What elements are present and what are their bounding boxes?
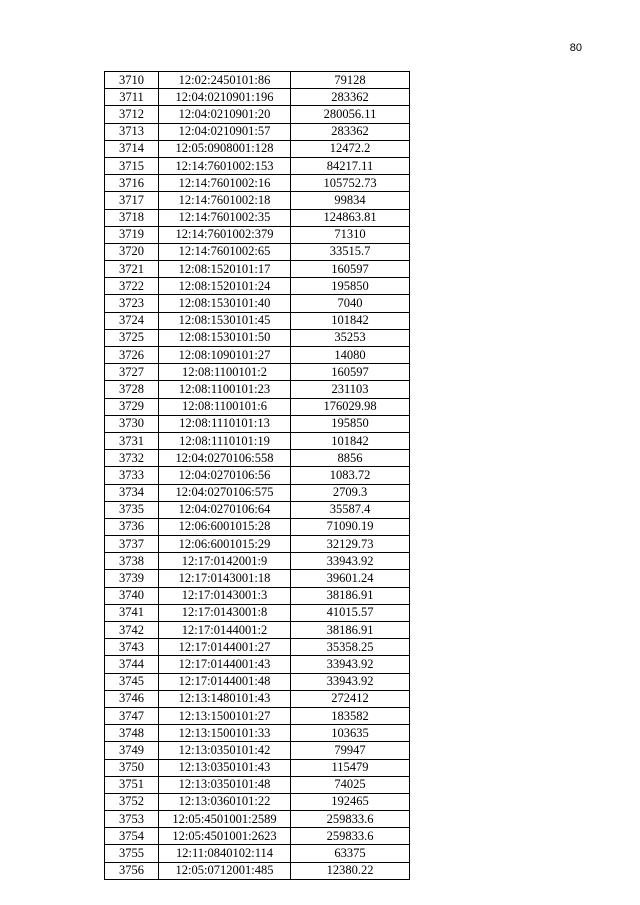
row-index-cell: 3736 xyxy=(105,518,159,535)
table-row xyxy=(105,828,410,845)
table-row xyxy=(105,656,410,673)
value-cell: 1083.72 xyxy=(291,467,410,484)
row-index-cell: 3750 xyxy=(105,759,159,776)
row-index-cell: 3749 xyxy=(105,742,159,759)
row-index-cell: 3718 xyxy=(105,209,159,226)
cadastral-number-cell: 12:17:0143001:3 xyxy=(159,587,291,604)
value-cell: 283362 xyxy=(291,123,410,140)
cadastral-number-cell: 12:13:0360101:22 xyxy=(159,793,291,810)
value-cell: 160597 xyxy=(291,364,410,381)
row-index-cell: 3713 xyxy=(105,123,159,140)
value-cell: 176029.98 xyxy=(291,398,410,415)
table-row xyxy=(105,776,410,793)
value-cell: 272412 xyxy=(291,690,410,707)
row-index-cell: 3725 xyxy=(105,329,159,346)
value-cell: 71310 xyxy=(291,226,410,243)
row-index-cell: 3721 xyxy=(105,261,159,278)
value-cell: 195850 xyxy=(291,278,410,295)
table-row xyxy=(105,295,410,312)
value-cell: 115479 xyxy=(291,759,410,776)
table-row xyxy=(105,329,410,346)
cadastral-number-cell: 12:08:1090101:27 xyxy=(159,347,291,364)
value-cell: 7040 xyxy=(291,295,410,312)
table-row xyxy=(105,72,410,89)
value-cell: 124863.81 xyxy=(291,209,410,226)
cadastral-number-cell: 12:04:0210901:196 xyxy=(159,89,291,106)
cadastral-number-cell: 12:17:0143001:8 xyxy=(159,604,291,621)
value-cell: 195850 xyxy=(291,415,410,432)
cadastral-number-cell: 12:06:6001015:29 xyxy=(159,536,291,553)
table-row xyxy=(105,604,410,621)
table-row xyxy=(105,243,410,260)
value-cell: 105752.73 xyxy=(291,175,410,192)
table-row xyxy=(105,106,410,123)
table-row xyxy=(105,89,410,106)
table-row xyxy=(105,587,410,604)
value-cell: 283362 xyxy=(291,89,410,106)
table-row xyxy=(105,226,410,243)
row-index-cell: 3734 xyxy=(105,484,159,501)
table-row xyxy=(105,123,410,140)
table-row xyxy=(105,450,410,467)
table-row xyxy=(105,381,410,398)
cadastral-number-cell: 12:17:0144001:48 xyxy=(159,673,291,690)
value-cell: 280056.11 xyxy=(291,106,410,123)
cadastral-number-cell: 12:13:1500101:27 xyxy=(159,707,291,724)
page-number: 80 xyxy=(569,42,582,54)
row-index-cell: 3719 xyxy=(105,226,159,243)
cadastral-number-cell: 12:14:7601002:35 xyxy=(159,209,291,226)
cadastral-number-cell: 12:13:0350101:42 xyxy=(159,742,291,759)
value-cell: 33515.7 xyxy=(291,243,410,260)
row-index-cell: 3712 xyxy=(105,106,159,123)
table-row xyxy=(105,140,410,157)
row-index-cell: 3715 xyxy=(105,157,159,174)
value-cell: 8856 xyxy=(291,450,410,467)
row-index-cell: 3711 xyxy=(105,89,159,106)
value-cell: 231103 xyxy=(291,381,410,398)
cadastral-number-cell: 12:08:1520101:17 xyxy=(159,261,291,278)
value-cell: 101842 xyxy=(291,312,410,329)
table-row xyxy=(105,845,410,862)
value-cell: 103635 xyxy=(291,725,410,742)
table-row xyxy=(105,347,410,364)
value-cell: 101842 xyxy=(291,432,410,449)
table-row xyxy=(105,157,410,174)
value-cell: 79128 xyxy=(291,72,410,89)
value-cell: 12472.2 xyxy=(291,140,410,157)
value-cell: 32129.73 xyxy=(291,536,410,553)
cadastral-number-cell: 12:08:1100101:2 xyxy=(159,364,291,381)
cadastral-number-cell: 12:04:0210901:57 xyxy=(159,123,291,140)
row-index-cell: 3720 xyxy=(105,243,159,260)
table-row xyxy=(105,261,410,278)
table-row xyxy=(105,742,410,759)
table-row xyxy=(105,707,410,724)
row-index-cell: 3716 xyxy=(105,175,159,192)
cadastral-number-cell: 12:05:4501001:2623 xyxy=(159,828,291,845)
row-index-cell: 3741 xyxy=(105,604,159,621)
value-cell: 192465 xyxy=(291,793,410,810)
value-cell: 39601.24 xyxy=(291,570,410,587)
cadastral-number-cell: 12:08:1520101:24 xyxy=(159,278,291,295)
cadastral-number-cell: 12:08:1530101:45 xyxy=(159,312,291,329)
row-index-cell: 3726 xyxy=(105,347,159,364)
row-index-cell: 3735 xyxy=(105,501,159,518)
cadastral-number-cell: 12:14:7601002:18 xyxy=(159,192,291,209)
row-index-cell: 3748 xyxy=(105,725,159,742)
row-index-cell: 3742 xyxy=(105,622,159,639)
cadastral-number-cell: 12:05:0712001:485 xyxy=(159,862,291,879)
cadastral-number-cell: 12:14:7601002:153 xyxy=(159,157,291,174)
table-row xyxy=(105,673,410,690)
row-index-cell: 3731 xyxy=(105,432,159,449)
cadastral-number-cell: 12:17:0142001:9 xyxy=(159,553,291,570)
value-cell: 35587.4 xyxy=(291,501,410,518)
cadastral-number-cell: 12:05:4501001:2589 xyxy=(159,811,291,828)
row-index-cell: 3733 xyxy=(105,467,159,484)
table-row xyxy=(105,553,410,570)
table-row xyxy=(105,518,410,535)
row-index-cell: 3754 xyxy=(105,828,159,845)
row-index-cell: 3747 xyxy=(105,707,159,724)
cadastral-number-cell: 12:13:0350101:48 xyxy=(159,776,291,793)
cadastral-number-cell: 12:17:0144001:27 xyxy=(159,639,291,656)
row-index-cell: 3738 xyxy=(105,553,159,570)
value-cell: 2709.3 xyxy=(291,484,410,501)
value-cell: 259833.6 xyxy=(291,828,410,845)
row-index-cell: 3751 xyxy=(105,776,159,793)
value-cell: 12380.22 xyxy=(291,862,410,879)
table-row xyxy=(105,622,410,639)
row-index-cell: 3753 xyxy=(105,811,159,828)
value-cell: 33943.92 xyxy=(291,656,410,673)
cadastral-number-cell: 12:11:0840102:114 xyxy=(159,845,291,862)
table-row xyxy=(105,278,410,295)
table-row xyxy=(105,364,410,381)
cadastral-number-cell: 12:06:6001015:28 xyxy=(159,518,291,535)
table-row xyxy=(105,398,410,415)
table-row xyxy=(105,639,410,656)
cadastral-number-cell: 12:13:0350101:43 xyxy=(159,759,291,776)
cadastral-number-cell: 12:17:0143001:18 xyxy=(159,570,291,587)
cadastral-number-cell: 12:13:1480101:43 xyxy=(159,690,291,707)
row-index-cell: 3717 xyxy=(105,192,159,209)
row-index-cell: 3722 xyxy=(105,278,159,295)
cadastral-number-cell: 12:14:7601002:379 xyxy=(159,226,291,243)
value-cell: 33943.92 xyxy=(291,553,410,570)
row-index-cell: 3730 xyxy=(105,415,159,432)
cadastral-number-cell: 12:14:7601002:16 xyxy=(159,175,291,192)
cadastral-number-cell: 12:17:0144001:43 xyxy=(159,656,291,673)
row-index-cell: 3743 xyxy=(105,639,159,656)
row-index-cell: 3729 xyxy=(105,398,159,415)
value-cell: 35253 xyxy=(291,329,410,346)
value-cell: 33943.92 xyxy=(291,673,410,690)
table-body xyxy=(105,72,410,880)
value-cell: 99834 xyxy=(291,192,410,209)
value-cell: 14080 xyxy=(291,347,410,364)
table-row xyxy=(105,536,410,553)
value-cell: 41015.57 xyxy=(291,604,410,621)
table-row xyxy=(105,192,410,209)
row-index-cell: 3737 xyxy=(105,536,159,553)
value-cell: 160597 xyxy=(291,261,410,278)
row-index-cell: 3755 xyxy=(105,845,159,862)
cadastral-number-cell: 12:08:1100101:6 xyxy=(159,398,291,415)
value-cell: 183582 xyxy=(291,707,410,724)
cadastral-number-cell: 12:05:0908001:128 xyxy=(159,140,291,157)
cadastral-number-cell: 12:04:0210901:20 xyxy=(159,106,291,123)
table-row xyxy=(105,484,410,501)
value-cell: 38186.91 xyxy=(291,587,410,604)
row-index-cell: 3727 xyxy=(105,364,159,381)
row-index-cell: 3740 xyxy=(105,587,159,604)
table-row xyxy=(105,725,410,742)
table-row xyxy=(105,862,410,879)
table-row xyxy=(105,690,410,707)
row-index-cell: 3752 xyxy=(105,793,159,810)
row-index-cell: 3746 xyxy=(105,690,159,707)
value-cell: 35358.25 xyxy=(291,639,410,656)
row-index-cell: 3745 xyxy=(105,673,159,690)
cadastral-number-cell: 12:08:1110101:13 xyxy=(159,415,291,432)
table-row xyxy=(105,793,410,810)
value-cell: 84217.11 xyxy=(291,157,410,174)
value-cell: 71090.19 xyxy=(291,518,410,535)
table-row xyxy=(105,415,410,432)
cadastral-number-cell: 12:08:1530101:50 xyxy=(159,329,291,346)
row-index-cell: 3724 xyxy=(105,312,159,329)
table-row xyxy=(105,570,410,587)
table-row xyxy=(105,467,410,484)
table-row xyxy=(105,209,410,226)
value-cell: 259833.6 xyxy=(291,811,410,828)
value-cell: 74025 xyxy=(291,776,410,793)
row-index-cell: 3714 xyxy=(105,140,159,157)
row-index-cell: 3710 xyxy=(105,72,159,89)
cadastral-number-cell: 12:08:1110101:19 xyxy=(159,432,291,449)
row-index-cell: 3739 xyxy=(105,570,159,587)
row-index-cell: 3723 xyxy=(105,295,159,312)
cadastral-number-cell: 12:13:1500101:33 xyxy=(159,725,291,742)
row-index-cell: 3744 xyxy=(105,656,159,673)
cadastral-number-cell: 12:17:0144001:2 xyxy=(159,622,291,639)
data-table xyxy=(104,71,410,880)
cadastral-number-cell: 12:08:1100101:23 xyxy=(159,381,291,398)
table-row xyxy=(105,175,410,192)
value-cell: 79947 xyxy=(291,742,410,759)
cadastral-number-cell: 12:14:7601002:65 xyxy=(159,243,291,260)
cadastral-number-cell: 12:04:0270106:575 xyxy=(159,484,291,501)
row-index-cell: 3732 xyxy=(105,450,159,467)
table-row xyxy=(105,312,410,329)
table-row xyxy=(105,501,410,518)
cadastral-number-cell: 12:04:0270106:56 xyxy=(159,467,291,484)
cadastral-number-cell: 12:04:0270106:64 xyxy=(159,501,291,518)
row-index-cell: 3756 xyxy=(105,862,159,879)
table-row xyxy=(105,759,410,776)
value-cell: 38186.91 xyxy=(291,622,410,639)
value-cell: 63375 xyxy=(291,845,410,862)
row-index-cell: 3728 xyxy=(105,381,159,398)
cadastral-number-cell: 12:04:0270106:558 xyxy=(159,450,291,467)
table-row xyxy=(105,432,410,449)
table-row xyxy=(105,811,410,828)
cadastral-number-cell: 12:02:2450101:86 xyxy=(159,72,291,89)
cadastral-number-cell: 12:08:1530101:40 xyxy=(159,295,291,312)
